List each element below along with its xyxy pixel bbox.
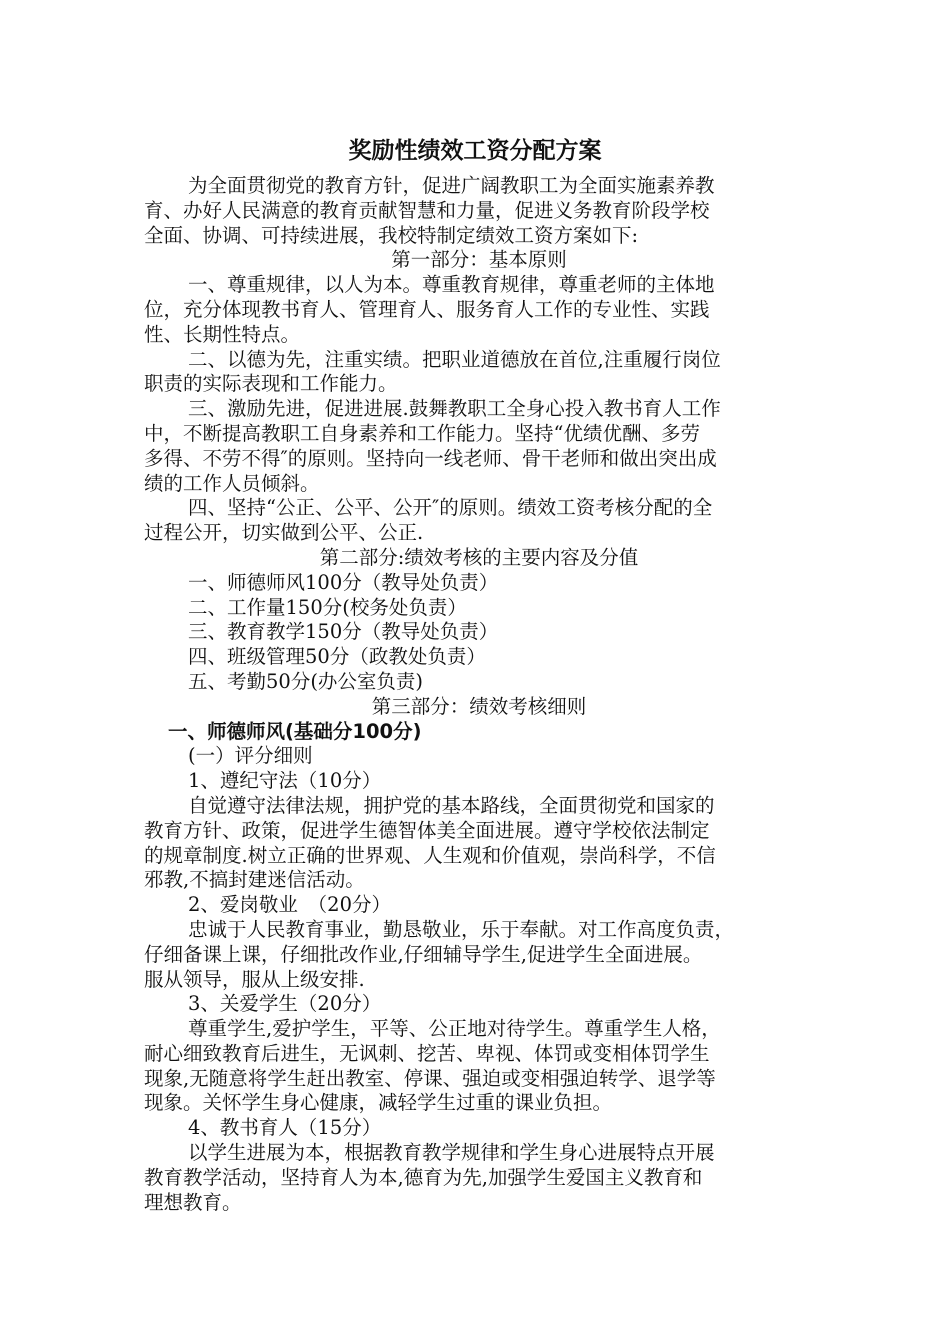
text-line: 多得、不劳不得″的原则。坚持向一线老师、骨干老师和做出突出成 (144, 446, 717, 470)
text-line: 四、坚持“公正、公平、公开″的原则。绩效工资考核分配的全 (188, 496, 713, 520)
text-line: 职责的实际表现和工作能力。 (144, 372, 398, 396)
text-line: 二、以德为先，注重实绩。把职业道德放在首位,注重履行岗位 (188, 347, 721, 371)
text-line: 现象。关怀学生身心健康，减轻学生过重的课业负担。 (144, 1091, 613, 1115)
text-line: 绩的工作人员倾斜。 (144, 471, 320, 495)
text-line: 3、关爱学生（20分） (188, 992, 382, 1016)
text-line: 三、激励先进，促进进展.鼓舞教职工全身心投入教书育人工作 (188, 397, 721, 421)
text-line: 理想教育。 (144, 1190, 242, 1214)
text-line: 4、教书育人（15分） (188, 1116, 382, 1140)
text-line: 二、工作量150分(校务处负责） (188, 595, 467, 619)
text-line: 仔细备课上课，仔细批改作业,仔细辅导学生,促进学生全面进展。 (144, 942, 703, 966)
text-line: 现象,无随意将学生赶出教室、停课、强迫或变相强迫转学、退学等 (144, 1066, 716, 1090)
text-line: 为全面贯彻党的教育方针，促进广阔教职工为全面实施素养教 (188, 174, 715, 197)
text-line: 教育方针、政策，促进学生德智体美全面进展。遵守学校依法制定 (144, 818, 710, 842)
document-body (144, 174, 814, 1215)
text-line: (一）评分细则 (188, 744, 313, 768)
text-line: 服从领导，服从上级安排. (144, 967, 365, 991)
text-line: 忠诚于人民教育事业，勤恳敬业，乐于奉献。对工作高度负责， (188, 917, 735, 941)
text-line: 教育教学活动，坚持育人为本,德育为先,加强学生爱国主义教育和 (144, 1165, 703, 1189)
section-heading: 第二部分:绩效考核的主要内容及分值 (319, 545, 639, 569)
text-line: 性、长期性特点。 (144, 322, 301, 346)
section-heading: 第一部分：基本原则 (391, 248, 567, 272)
text-line: 五、考勤50分(办公室负责) (188, 669, 424, 693)
text-line: 全面、协调、可持续进展，我校特制定绩效工资方案如下: (144, 223, 639, 247)
text-line: 一、师德师风100分（教导处负责） (188, 570, 499, 594)
text-line: 过程公开，切实做到公平、公正. (144, 521, 424, 545)
text-line: 四、班级管理50分（政教处负责） (188, 645, 486, 669)
text-line: 1、遵纪守法（10分） (188, 769, 382, 793)
text-line: 2、爱岗敬业 （20分） (188, 893, 391, 917)
text-line: 自觉遵守法律法规，拥护党的基本路线，全面贯彻党和国家的 (188, 793, 715, 817)
text-line: 位，充分体现教书育人、管理育人、服务育人工作的专业性、实践 (144, 297, 710, 321)
text-line: 中，不断提高教职工自身素养和工作能力。坚持“优绩优酬、多劳 (144, 421, 700, 445)
document-title: 奖励性绩效工资分配方案 (348, 138, 602, 164)
text-line: 耐心细致教育后进生，无讽刺、挖苦、卑视、体罚或变相体罚学生 (144, 1041, 710, 1065)
text-line: 三、教育教学150分（教导处负责） (188, 620, 499, 644)
subsection-heading: 一、师德师风(基础分100分) (168, 719, 422, 743)
text-line: 以学生进展为本，根据教育教学规律和学生身心进展特点开展 (188, 1141, 715, 1165)
text-line: 的规章制度.树立正确的世界观、人生观和价值观，崇尚科学，不信 (144, 843, 716, 867)
text-line: 一、尊重规律，以人为本。尊重教育规律，尊重老师的主体地 (188, 273, 715, 297)
section-heading: 第三部分：绩效考核细则 (371, 694, 587, 718)
text-line: 育、办好人民满意的教育贡献智慧和力量，促进义务教育阶段学校 (144, 198, 710, 222)
text-line: 尊重学生,爱护学生，平等、公正地对待学生。尊重学生人格， (188, 1017, 721, 1041)
text-line: 邪教,不搞封建迷信活动。 (144, 868, 365, 892)
